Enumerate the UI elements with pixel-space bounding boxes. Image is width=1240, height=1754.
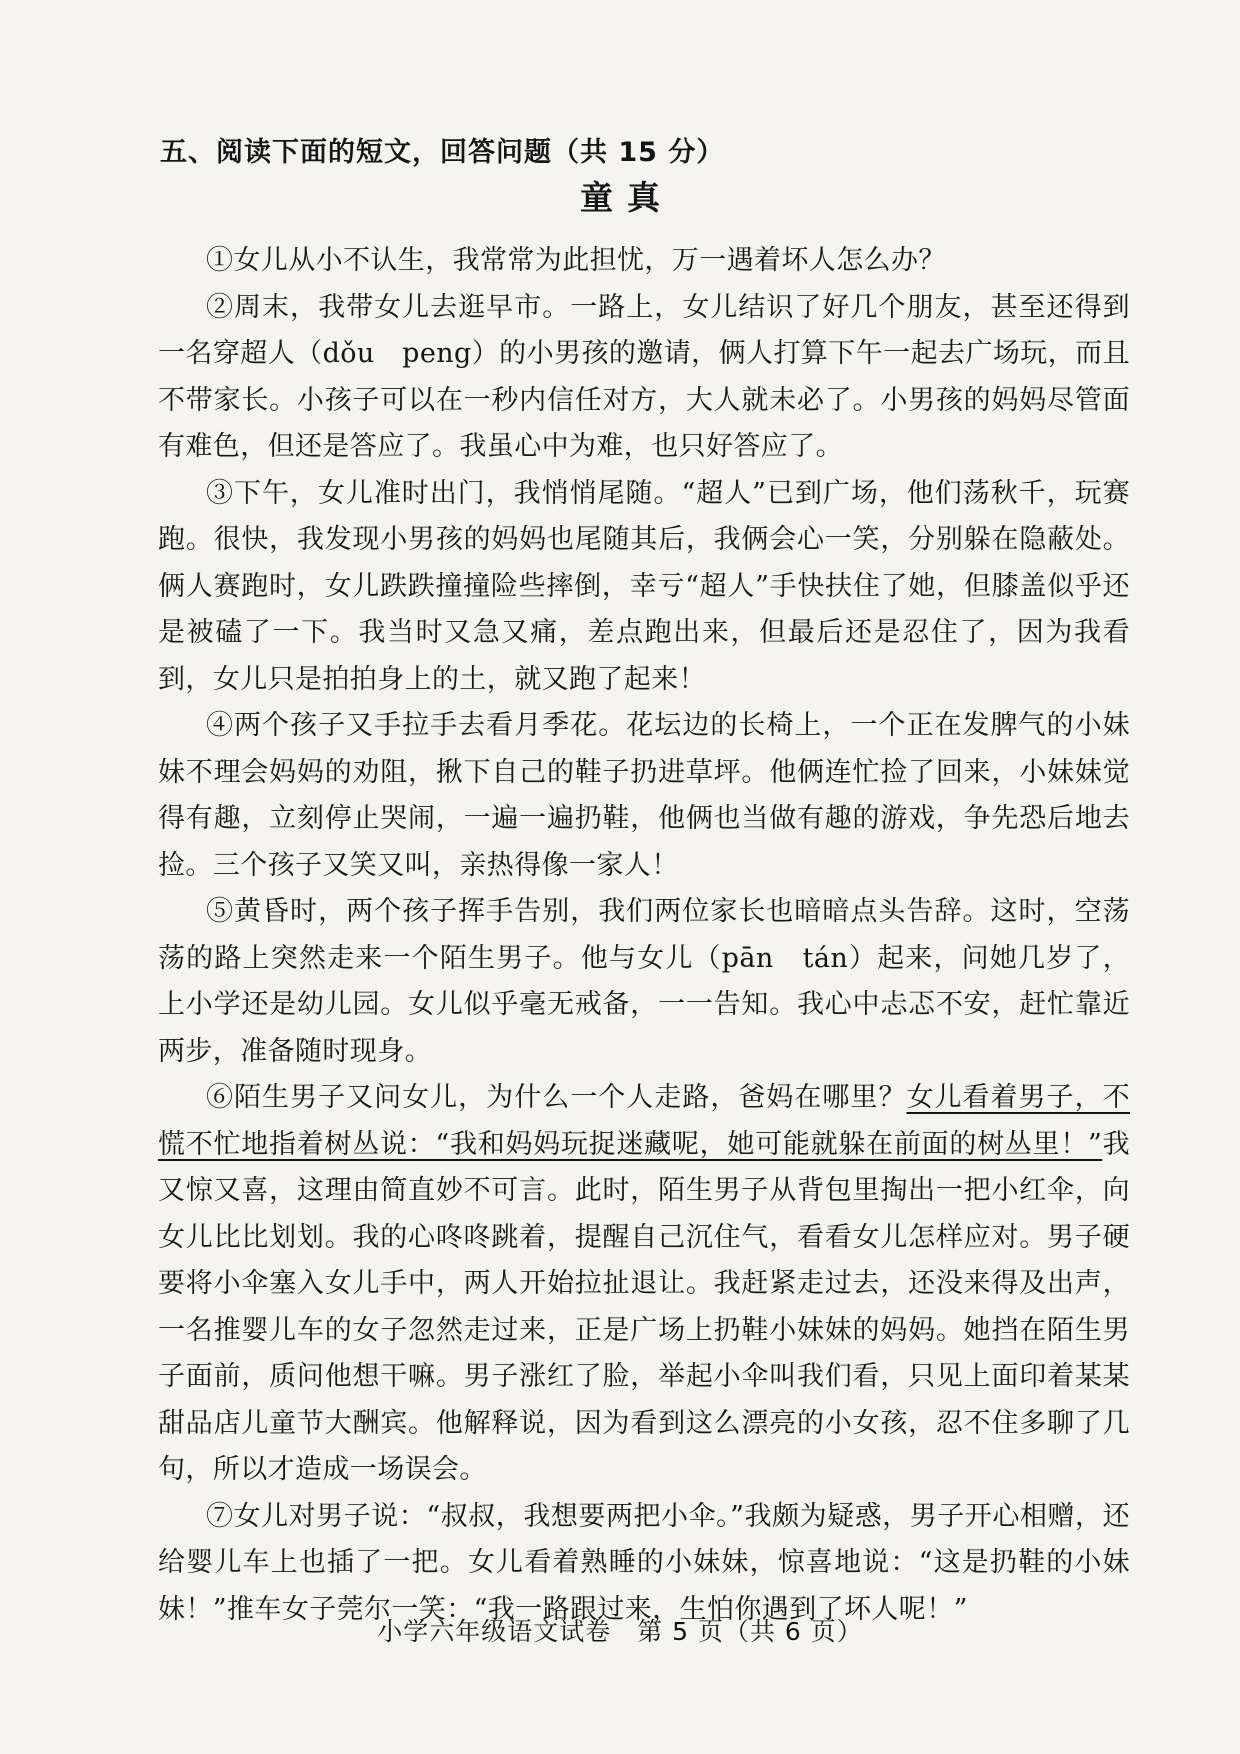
paragraph-4: ④两个孩子又手拉手去看月季花。花坛边的长椅上，一个正在发脾气的小妹妹不理会妈妈的劝阻，揪下自己的鞋子扔进草坪。他俩连忙捡了回来，小妹妹觉得有趣，立刻停止哭闹，一遍一遍扔鞋，他俩也当做有趣的游戏，争先恐后地去捡。三个孩子又笑又叫，亲热得像一家人！ [158,710,1130,881]
paragraph-7: ⑦女儿对男子说：“叔叔，我想要两把小伞。”我颇为疑惑，男子开心相赠，还给婴儿车上也插了一把。女儿看着熟睡的小妹妹，惊喜地说：“这是扔鞋的小妹妹！”推车女子莞尔一笑：“我一路跟过来，生怕你遇到了坏人呢！” [158,1500,1130,1625]
paragraph-3: ③下午，女儿准时出门，我悄悄尾随。“超人”已到广场，他们荡秋千，玩赛跑。很快，我发现小男孩的妈妈也尾随其后，我俩会心一笑，分别躲在隐蔽处。俩人赛跑时，女儿跌跌撞撞险些摔倒，幸亏“超人”手快扶住了她，但膝盖似乎还是被磕了一下。我当时又急又痛，差点跑出来，但最后还是忍住了，因为我看到，女儿只是拍拍身上的土，就又跑了起来！ [158,477,1130,695]
paragraph-6-end: 我又惊又喜，这理由简直妙不可言。此时，陌生男子从背包里掏出一把小红伞，向女儿比比划划。我的心咚咚跳着，提醒自己沉住气，看看女儿怎样应对。男子硬要将小伞塞入女儿手中，两人开始拉扯退让。我赶紧走过去，还没来得及出声，一名推婴儿车的女子忽然走过来，正是广场上扔鞋小妹妹的妈妈。她挡在陌生男子面前，质问他想干嘛。男子涨红了脸，举起小伞叫我们看，只见上面印着某某甜品店儿童节大酬宾。他解释说，因为看到这么漂亮的小女孩，忍不住多聊了几句，所以才造成一场误会。 [158,1128,1130,1485]
paragraph-6-start: ⑥陌生男子又问女儿，为什么一个人走路，爸妈在哪里？ [206,1082,907,1113]
paragraph-2: ②周末，我带女儿去逛早市。一路上，女儿结识了好几个朋友，甚至还得到一名穿超人（dǒu peng）的小男孩的邀请，俩人打算下午一起去广场玩，而且不带家长。小孩子可以在一秒内信任对方，大人就未必了。小男孩的妈妈尽管面有难色，但还是答应了。我虽心中为难，也只好答应了。 [158,291,1130,462]
page-footer: 小学六年级语文试卷 第 5 页（共 6 页） [377,1617,863,1646]
section-heading: 五、阅读下面的短文，回答问题（共 15 分） [160,137,725,168]
paragraph-6 [158,1075,1130,1494]
story-body [158,238,1130,1633]
story-title: 童真 [580,178,674,217]
paragraph-1: ①女儿从小不认生，我常常为此担忧，万一遇着坏人怎么办？ [206,245,946,276]
paragraph-5: ⑤黄昏时，两个孩子挥手告别，我们两位家长也暗暗点头告辞。这时，空荡荡的路上突然走来一个陌生男子。他与女儿（pān tán）起来，问她几岁了，上小学还是幼儿园。女儿似乎毫无戒备，一一告知。我心中忐忑不安，赶忙靠近两步，准备随时现身。 [158,896,1130,1067]
underlined-sentence: 女儿看着男子，不慌不忙地指着树丛说：“我和妈妈玩捉迷藏呢，她可能就躲在前面的树丛里！” [158,1082,1130,1160]
